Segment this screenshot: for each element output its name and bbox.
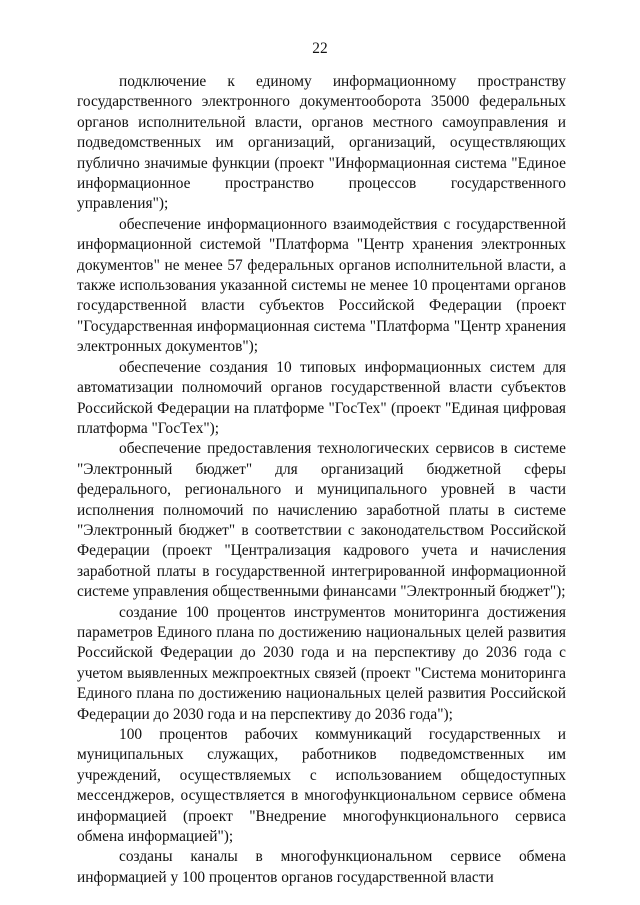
paragraph-messaging-service: 100 процентов рабочих коммуникаций государственных и муниципальных служащих, работников подведомственных им учреждений, осуществляемых с использованием общедоступных мессенджеров, осуществляется в многофункциональном сервисе обмена информацией (проект "Внедрение многофункционального сервиса обмена информацией"); [77,726,566,846]
paragraph-service-channels: созданы каналы в многофункциональном сервисе обмена информацией у 100 процентов органов государственной власти [77,848,566,886]
paragraph-document-flow: подключение к единому информационному пространству государственного электронного документооборота 35000 федеральных органов исполнительной власти, органов местного самоуправления и подведомственных им организаций, организаций, осуществляющих публично значимые функции (проект "Информационная система "Единое информационное пространство процессов государственного управления"); [77,73,566,213]
page-number: 22 [312,40,328,57]
paragraph-gostech-systems: обеспечение создания 10 типовых информационных систем для автоматизации полномочий органов государственной власти субъектов Российской Федерации на платформе "ГосТех" (проект "Единая цифровая платформа "ГосТех"); [77,358,566,437]
document-body [77,72,566,888]
paragraph-electronic-budget: обеспечение предоставления технологических сервисов в системе "Электронный бюджет" для организаций бюджетной сферы федерального, регионального и муниципального уровней в части исполнения полномочий по начислению заработной платы в системе "Электронный бюджет" в соответствии с законодательством Российской Федерации (проект "Централизация кадрового учета и начисления заработной платы в государственной интегрированной информационной системе управления общественными финансами "Электронный бюджет"); [77,440,566,601]
paragraph-monitoring-tools: создание 100 процентов инструментов мониторинга достижения параметров Единого плана по достижению национальных целей развития Российской Федерации до 2030 года и на перспективу до 2036 года с учетом выявленных межпроектных связей (проект "Система мониторинга Единого плана по достижению национальных целей развития Российской Федерации до 2030 года и на перспективу до 2036 года"); [77,603,566,723]
paragraph-storage-platform: обеспечение информационного взаимодействия с государственной информационной системой "Платформа "Центр хранения электронных документов" не менее 57 федеральных органов исполнительной власти, а также использования указанной системы не менее 10 процентами органов государственной власти субъектов Российской Федерации (проект "Государственная информационная система "Платформа "Центр хранения электронных документов"); [77,215,566,356]
